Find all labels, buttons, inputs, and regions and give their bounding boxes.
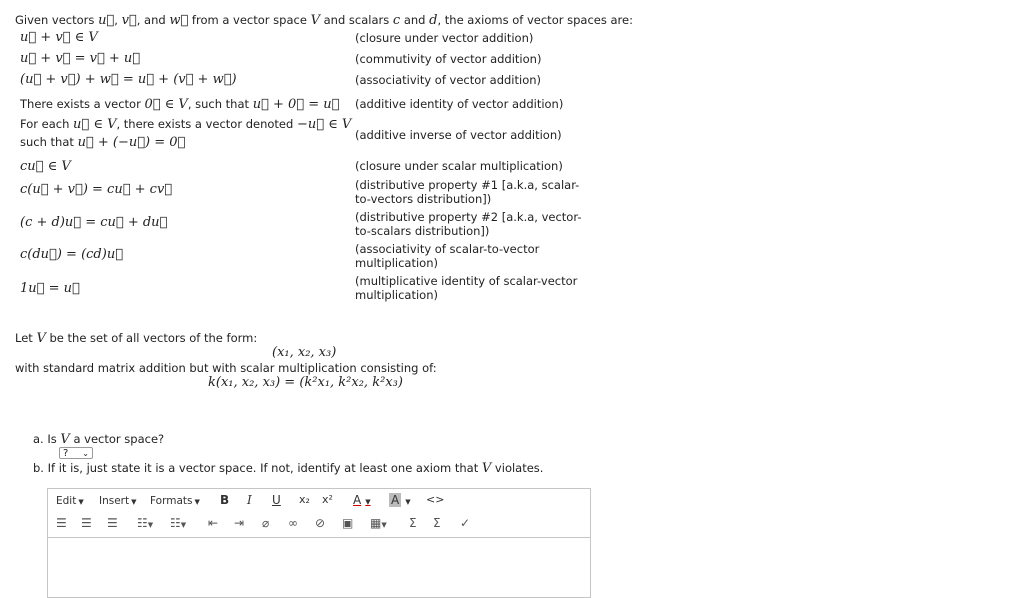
attachment-icon[interactable]: ⌀ [262,516,270,530]
axiom-7-name: (distributive property #1 [a.k.a, scalar-to-vectors distribution]) [355,178,580,206]
background-color-button[interactable]: A ▼ [391,493,411,507]
underline-button[interactable]: U [272,493,281,507]
intro-text: Given vectors u⃗, v⃗, and w⃗ from a vector space V and scalars c and d, the axioms of vector spaces are: [15,13,633,28]
caret-down-icon: ▼ [194,498,200,506]
axiom-2-formula: u⃗ + v⃗ = v⃗ + u⃗ [20,51,141,66]
formats-menu[interactable]: Formats ▼ [150,495,200,507]
answer-a-select[interactable]: ? ⌄ [59,447,93,459]
axiom-6-formula: cu⃗ ∈ V [20,159,71,174]
axiom-9-name: (associativity of scalar-to-vector multiplication) [355,242,540,270]
sum-icon[interactable]: Σ [433,516,441,530]
rich-text-editor [47,488,591,598]
editor-content-area[interactable] [48,538,590,598]
align-center-icon[interactable]: ☰ [81,516,92,530]
link-icon[interactable]: ∞ [288,516,298,530]
axiom-5-formula-line1: For each u⃗ ∈ V, there exists a vector denoted −u⃗ ∈ V [20,117,352,132]
font-color-button[interactable]: A ▼ [353,493,371,507]
axiom-2-name: (commutivity of vector addition) [355,52,542,66]
question-b: b. If it is, just state it is a vector space. If not, identify at least one axiom that V violates. [33,461,544,476]
axiom-6-name: (closure under scalar multiplication) [355,159,563,173]
axiom-9-formula: c(du⃗) = (cd)u⃗ [20,247,123,262]
axiom-4-formula: There exists a vector 0⃗ ∈ V, such that u⃗ + 0⃗ = u⃗ [20,97,340,112]
indent-icon[interactable]: ⇥ [234,516,245,530]
unlink-icon[interactable]: ⊘ [315,516,326,530]
outdent-icon[interactable]: ⇤ [208,516,219,530]
axiom-4-name: (additive identity of vector addition) [355,97,564,111]
caret-down-icon: ▼ [405,498,411,506]
axiom-1-name: (closure under vector addition) [355,31,534,45]
axiom-3-formula: (u⃗ + v⃗) + w⃗ = u⃗ + (v⃗ + w⃗) [20,72,237,87]
axiom-5-name: (additive inverse of vector addition) [355,128,562,142]
subscript-button[interactable]: x₂ [299,493,310,506]
spellcheck-icon[interactable]: ✓ [460,516,471,530]
equation-icon[interactable]: Σ [409,516,417,530]
axiom-8-name: (distributive property #2 [a.k.a, vector-to-scalars distribution]) [355,210,582,238]
scalar-multiplication-rule: k(x₁, x₂, x₃) = (k²x₁, k²x₂, k²x₃) [208,375,403,390]
chevron-down-icon: ⌄ [82,449,89,458]
insert-menu[interactable]: Insert ▼ [99,495,137,507]
vector-form: (x₁, x₂, x₃) [272,345,337,360]
axiom-5-formula-line2: such that u⃗ + (−u⃗) = 0⃗ [20,135,186,150]
question-a: a. Is V a vector space? [33,432,165,447]
bullet-list-icon[interactable]: ☷▼ [137,516,154,530]
axiom-7-formula: c(u⃗ + v⃗) = cu⃗ + cv⃗ [20,182,173,197]
axiom-8-formula: (c + d)u⃗ = cu⃗ + du⃗ [20,215,168,230]
italic-button[interactable]: I [247,493,252,507]
axiom-1-formula: u⃗ + v⃗ ∈ V [20,30,98,45]
code-button[interactable]: <> [426,493,445,506]
bold-button[interactable]: B [220,493,230,507]
caret-down-icon: ▼ [131,498,137,506]
table-icon[interactable]: ▦▼ [370,516,387,530]
edit-menu[interactable]: Edit ▼ [56,495,84,507]
axiom-3-name: (associativity of vector addition) [355,73,542,87]
caret-down-icon: ▼ [78,498,84,506]
axiom-10-formula: 1u⃗ = u⃗ [20,281,80,296]
superscript-button[interactable]: x² [322,493,333,506]
align-right-icon[interactable]: ☰ [107,516,118,530]
problem-let-text: Let V be the set of all vectors of the form: [15,331,258,346]
caret-down-icon: ▼ [365,498,371,506]
axiom-10-name: (multiplicative identity of scalar-vector multiplication) [355,274,578,302]
align-left-icon[interactable]: ☰ [56,516,67,530]
problem-with-text: with standard matrix addition but with scalar multiplication consisting of: [15,361,437,375]
editor-toolbar [48,513,590,538]
image-icon[interactable]: ▣ [342,516,354,530]
editor-menubar [48,489,590,513]
numbered-list-icon[interactable]: ☷▼ [170,516,187,530]
